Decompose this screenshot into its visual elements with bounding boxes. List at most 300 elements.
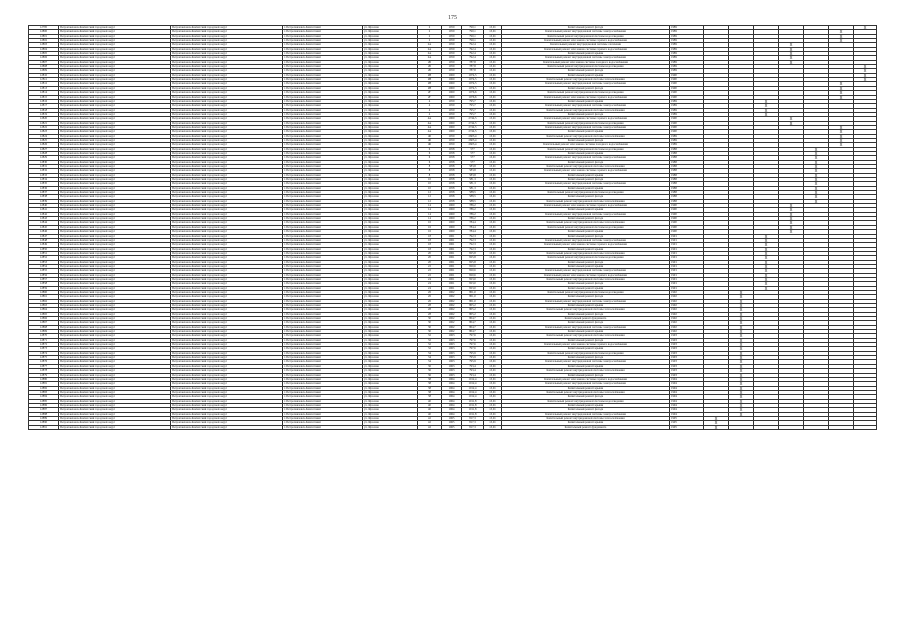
cell-mun: Петропавловск-Камчатский городской округ bbox=[59, 39, 171, 43]
cell-cost: 13,01 bbox=[484, 299, 502, 303]
mark-x: X bbox=[729, 325, 754, 329]
cell-loc: г. Петропавловск-Камчатский bbox=[283, 243, 363, 247]
cell-mun2: Петропавловск-Камчатский городской округ bbox=[171, 308, 283, 312]
cell-house: 4 bbox=[418, 99, 442, 103]
cell-house: 26 bbox=[418, 295, 442, 299]
cell-area: 795,9 bbox=[462, 356, 484, 360]
cell-street: ул. Фролова bbox=[363, 117, 418, 121]
cell-area: 792,4 bbox=[462, 43, 484, 47]
cell-street: ул. Фролова bbox=[363, 121, 418, 125]
cell-mun2: Петропавловск-Камчатский городской округ bbox=[171, 151, 283, 155]
cell-loc: г. Петропавловск-Камчатский bbox=[283, 364, 363, 368]
cell-work: Капитальный ремонт внутридомовой системы электроснабжения bbox=[502, 382, 670, 386]
cell-mun2: Петропавловск-Камчатский городской округ bbox=[171, 290, 283, 294]
cell-id: 12805 bbox=[29, 52, 59, 56]
cell-cost: 13,01 bbox=[484, 169, 502, 173]
cell-street: ул. Фролова bbox=[363, 208, 418, 212]
cell-cost: 13,01 bbox=[484, 104, 502, 108]
cell-yr: 1964 bbox=[442, 408, 462, 412]
cell-cost: 13,01 bbox=[484, 264, 502, 268]
cell-plan: 1993 bbox=[670, 351, 704, 355]
cell-plan: 1995 bbox=[670, 425, 704, 429]
cell-street: ул. Фролова bbox=[363, 204, 418, 208]
cell-plan: 1991 bbox=[670, 286, 704, 290]
cell-loc: г. Петропавловск-Камчатский bbox=[283, 208, 363, 212]
cell-work: Капитальный ремонт фасада bbox=[502, 282, 670, 286]
mark-x: X bbox=[779, 208, 804, 212]
cell-yr: 1959 bbox=[442, 134, 462, 138]
cell-area: 1012,4 bbox=[462, 382, 484, 386]
cell-mun2: Петропавловск-Камчатский городской округ bbox=[171, 78, 283, 82]
cell-plan: 1989 bbox=[670, 112, 704, 116]
cell-plan: 1995 bbox=[670, 421, 704, 425]
cell-house: 28 bbox=[418, 308, 442, 312]
cell-area: 581,3 bbox=[462, 182, 484, 186]
mark-x: X bbox=[729, 334, 754, 338]
cell-house: 10 bbox=[418, 182, 442, 186]
cell-mun: Петропавловск-Камчатский городской округ bbox=[59, 182, 171, 186]
cell-plan: 1994 bbox=[670, 382, 704, 386]
cell-mun2: Петропавловск-Камчатский городской округ bbox=[171, 256, 283, 260]
cell-work: Капитальный ремонт крыши bbox=[502, 264, 670, 268]
cell-mun2: Петропавловск-Камчатский городской округ bbox=[171, 347, 283, 351]
cell-id: 12879 bbox=[29, 373, 59, 377]
cell-house: 14 bbox=[418, 217, 442, 221]
cell-work: Капитальный ремонт или замена системы горячего водоснабжения bbox=[502, 343, 670, 347]
cell-loc: г. Петропавловск-Камчатский bbox=[283, 56, 363, 60]
cell-house: 16 bbox=[418, 230, 442, 234]
cell-street: ул. Фролова bbox=[363, 60, 418, 64]
cell-work: Капитальный ремонт внутридомовой системы теплоснабжения bbox=[502, 199, 670, 203]
cell-mun2: Петропавловск-Камчатский городской округ bbox=[171, 112, 283, 116]
mark-x: X bbox=[704, 425, 729, 429]
cell-id: 12877 bbox=[29, 364, 59, 368]
cell-mun: Петропавловск-Камчатский городской округ bbox=[59, 138, 171, 142]
cell-plan: 1990 bbox=[670, 125, 704, 129]
cell-mun2: Петропавловск-Камчатский городской округ bbox=[171, 212, 283, 216]
cell-id: 12870 bbox=[29, 334, 59, 338]
cell-plan: 1991 bbox=[670, 243, 704, 247]
cell-cost: 13,01 bbox=[484, 390, 502, 394]
cell-work: Капитальный ремонт крыши bbox=[502, 173, 670, 177]
cell-plan: 1994 bbox=[670, 399, 704, 403]
cell-area: 820,6 bbox=[462, 269, 484, 273]
cell-cost: 13,01 bbox=[484, 182, 502, 186]
cell-house: 16 bbox=[418, 225, 442, 229]
cell-mun2: Петропавловск-Камчатский городской округ bbox=[171, 47, 283, 51]
cell-work: Капитальный ремонт внутридомовой системы теплоснабжения bbox=[502, 334, 670, 338]
cell-loc: г. Петропавловск-Камчатский bbox=[283, 382, 363, 386]
cell-area: 1076,6 bbox=[462, 95, 484, 99]
cell-work: Капитальный ремонт или замена системы холодного водоснабжения bbox=[502, 60, 670, 64]
cell-yr: 1959 bbox=[442, 112, 462, 116]
mark-x: X bbox=[804, 151, 829, 155]
cell-id: 12811 bbox=[29, 78, 59, 82]
cell-street: ул. Фролова bbox=[363, 160, 418, 164]
cell-area: 793,4 bbox=[462, 369, 484, 373]
cell-id: 12855 bbox=[29, 269, 59, 273]
cell-loc: г. Петропавловск-Камчатский bbox=[283, 334, 363, 338]
cell-loc: г. Петропавловск-Камчатский bbox=[283, 277, 363, 281]
cell-loc: г. Петропавловск-Камчатский bbox=[283, 169, 363, 173]
cell-street: ул. Фролова bbox=[363, 78, 418, 82]
cell-mun2: Петропавловск-Камчатский городской округ bbox=[171, 134, 283, 138]
cell-area: 1011,8 bbox=[462, 403, 484, 407]
cell-loc: г. Петропавловск-Камчатский bbox=[283, 308, 363, 312]
cell-plan: 1989 bbox=[670, 69, 704, 73]
cell-plan: 1992 bbox=[670, 304, 704, 308]
mark-x: X bbox=[779, 204, 804, 208]
mark-x: X bbox=[729, 304, 754, 308]
cell-cost: 13,01 bbox=[484, 247, 502, 251]
cell-mun: Петропавловск-Камчатский городской округ bbox=[59, 208, 171, 212]
cell-loc: г. Петропавловск-Камчатский bbox=[283, 325, 363, 329]
cell-cost: 13,01 bbox=[484, 99, 502, 103]
cell-mun: Петропавловск-Камчатский городской округ bbox=[59, 169, 171, 173]
cell-yr: 1959 bbox=[442, 104, 462, 108]
cell-mun2: Петропавловск-Камчатский городской округ bbox=[171, 312, 283, 316]
cell-mun2: Петропавловск-Камчатский городской округ bbox=[171, 238, 283, 242]
cell-cost: 13,01 bbox=[484, 286, 502, 290]
cell-mun: Петропавловск-Камчатский городской округ bbox=[59, 286, 171, 290]
cell-mun: Петропавловск-Камчатский городской округ bbox=[59, 199, 171, 203]
cell-house: 2Б bbox=[418, 69, 442, 73]
cell-mun: Петропавловск-Камчатский городской округ bbox=[59, 373, 171, 377]
cell-house: 4А bbox=[418, 125, 442, 129]
cell-loc: г. Петропавловск-Камчатский bbox=[283, 338, 363, 342]
cell-plan: 1992 bbox=[670, 330, 704, 334]
cell-id: 12884 bbox=[29, 395, 59, 399]
cell-street: ул. Фролова bbox=[363, 212, 418, 216]
cell-mun: Петропавловск-Камчатский городской округ bbox=[59, 360, 171, 364]
cell-cost: 13,01 bbox=[484, 95, 502, 99]
cell-mun: Петропавловск-Камчатский городской округ bbox=[59, 130, 171, 134]
cell-loc: г. Петропавловск-Камчатский bbox=[283, 412, 363, 416]
cell-mun2: Петропавловск-Камчатский городской округ bbox=[171, 117, 283, 121]
mark-x: X bbox=[804, 199, 829, 203]
cell-mun: Петропавловск-Камчатский городской округ bbox=[59, 386, 171, 390]
cell-mun: Петропавловск-Камчатский городской округ bbox=[59, 347, 171, 351]
cell-yr: 1962 bbox=[442, 308, 462, 312]
cell-mun2: Петропавловск-Камчатский городской округ bbox=[171, 356, 283, 360]
cell-area: 825,8 bbox=[462, 251, 484, 255]
cell-house: 30 bbox=[418, 330, 442, 334]
cell-work: Капитальный ремонт крыши bbox=[502, 247, 670, 251]
cell-loc: г. Петропавловск-Камчатский bbox=[283, 138, 363, 142]
cell-mun2: Петропавловск-Камчатский городской округ bbox=[171, 56, 283, 60]
cell-yr: 1960 bbox=[442, 91, 462, 95]
cell-yr: 1960 bbox=[442, 130, 462, 134]
cell-loc: г. Петропавловск-Камчатский bbox=[283, 304, 363, 308]
cell-yr: 1958 bbox=[442, 182, 462, 186]
cell-id: 12814 bbox=[29, 91, 59, 95]
mark-x: X bbox=[729, 343, 754, 347]
mark-x: X bbox=[754, 260, 779, 264]
mark-x: X bbox=[754, 256, 779, 260]
cell-yr: 1962 bbox=[442, 317, 462, 321]
mark-x: X bbox=[729, 395, 754, 399]
cell-area: 795,9 bbox=[462, 360, 484, 364]
cell-loc: г. Петропавловск-Камчатский bbox=[283, 312, 363, 316]
cell-yr: 1961 bbox=[442, 277, 462, 281]
mark-x: X bbox=[729, 369, 754, 373]
cell-id: 12860 bbox=[29, 290, 59, 294]
cell-cost: 13,01 bbox=[484, 186, 502, 190]
cell-street: ул. Фролова bbox=[363, 156, 418, 160]
cell-plan: 1988 bbox=[670, 191, 704, 195]
cell-street: ул. Фролова bbox=[363, 112, 418, 116]
cell-area: 588,5 bbox=[462, 191, 484, 195]
cell-id: 12888 bbox=[29, 412, 59, 416]
cell-mun2: Петропавловск-Камчатский городской округ bbox=[171, 321, 283, 325]
cell-street: ул. Фролова bbox=[363, 134, 418, 138]
cell-plan: 1993 bbox=[670, 334, 704, 338]
cell-mun: Петропавловск-Камчатский городской округ bbox=[59, 95, 171, 99]
cell-loc: г. Петропавловск-Камчатский bbox=[283, 199, 363, 203]
mark-x: X bbox=[779, 230, 804, 234]
cell-loc: г. Петропавловск-Камчатский bbox=[283, 317, 363, 321]
cell-work: Капитальный ремонт внутридомовой системы теплоснабжения bbox=[502, 108, 670, 112]
cell-mun2: Петропавловск-Камчатский городской округ bbox=[171, 43, 283, 47]
cell-yr: 1959 bbox=[442, 65, 462, 69]
cell-mun2: Петропавловск-Камчатский городской округ bbox=[171, 230, 283, 234]
cell-house: 4А bbox=[418, 130, 442, 134]
cell-cost: 13,01 bbox=[484, 225, 502, 229]
cell-plan: 1991 bbox=[670, 251, 704, 255]
cell-work: Капитальный ремонт внутридомовой системы электроснабжения bbox=[502, 125, 670, 129]
cell-house: 20 bbox=[418, 260, 442, 264]
cell-street: ул. Фролова bbox=[363, 69, 418, 73]
cell-yr: 1959 bbox=[442, 30, 462, 34]
cell-house: 2А bbox=[418, 47, 442, 51]
cell-yr: 1963 bbox=[442, 373, 462, 377]
cell-yr: 1959 bbox=[442, 47, 462, 51]
cell-house: 34 bbox=[418, 356, 442, 360]
cell-area: 792,4 bbox=[462, 47, 484, 51]
cell-house: 18 bbox=[418, 238, 442, 242]
cell-cost: 13,01 bbox=[484, 308, 502, 312]
cell-street: ул. Фролова bbox=[363, 421, 418, 425]
cell-mun2: Петропавловск-Камчатский городской округ bbox=[171, 395, 283, 399]
cell-yr: 1964 bbox=[442, 395, 462, 399]
cell-mun: Петропавловск-Камчатский городской округ bbox=[59, 195, 171, 199]
cell-loc: г. Петропавловск-Камчатский bbox=[283, 234, 363, 238]
cell-loc: г. Петропавловск-Камчатский bbox=[283, 421, 363, 425]
cell-loc: г. Петропавловск-Камчатский bbox=[283, 182, 363, 186]
cell-yr: 1958 bbox=[442, 156, 462, 160]
cell-work: Капитальный ремонт внутридомовой системы водоотведения bbox=[502, 191, 670, 195]
cell-mun2: Петропавловск-Камчатский городской округ bbox=[171, 199, 283, 203]
cell-mun2: Петропавловск-Камчатский городской округ bbox=[171, 191, 283, 195]
cell-id: 12821 bbox=[29, 121, 59, 125]
cell-loc: г. Петропавловск-Камчатский bbox=[283, 399, 363, 403]
cell-mun2: Петропавловск-Камчатский городской округ bbox=[171, 343, 283, 347]
cell-mun2: Петропавловск-Камчатский городской округ bbox=[171, 147, 283, 151]
cell-house: 2А bbox=[418, 52, 442, 56]
cell-mun: Петропавловск-Камчатский городской округ bbox=[59, 34, 171, 38]
mark-x: X bbox=[754, 104, 779, 108]
cell-area: 1074,5 bbox=[462, 86, 484, 90]
cell-work: Капитальный ремонт фасада bbox=[502, 321, 670, 325]
cell-id: 12810 bbox=[29, 73, 59, 77]
cell-plan: 1989 bbox=[670, 34, 704, 38]
cell-yr: 1964 bbox=[442, 390, 462, 394]
cell-mun: Петропавловск-Камчатский городской округ bbox=[59, 143, 171, 147]
cell-mun: Петропавловск-Камчатский городской округ bbox=[59, 165, 171, 169]
cell-yr: 1963 bbox=[442, 334, 462, 338]
cell-id: 12801 bbox=[29, 34, 59, 38]
cell-mun2: Петропавловск-Камчатский городской округ bbox=[171, 269, 283, 273]
cell-mun2: Петропавловск-Камчатский городской округ bbox=[171, 247, 283, 251]
cell-work: Капитальный ремонт внутридомовой системы электроснабжения bbox=[502, 212, 670, 216]
cell-area: 792,4 bbox=[462, 52, 484, 56]
cell-mun: Петропавловск-Камчатский городской округ bbox=[59, 173, 171, 177]
cell-house: 36 bbox=[418, 373, 442, 377]
cell-cost: 13,01 bbox=[484, 360, 502, 364]
cell-mun2: Петропавловск-Камчатский городской округ bbox=[171, 121, 283, 125]
mark-x: X bbox=[854, 73, 877, 77]
cell-house: 2Б bbox=[418, 60, 442, 64]
cell-mun: Петропавловск-Камчатский городской округ bbox=[59, 330, 171, 334]
cell-mun: Петропавловск-Камчатский городской округ bbox=[59, 160, 171, 164]
cell-house: 2 bbox=[418, 34, 442, 38]
cell-work: Капитальный ремонт фасада bbox=[502, 338, 670, 342]
cell-loc: г. Петропавловск-Камчатский bbox=[283, 321, 363, 325]
cell-id: 12891 bbox=[29, 425, 59, 429]
cell-loc: г. Петропавловск-Камчатский bbox=[283, 221, 363, 225]
cell-yr: 1960 bbox=[442, 73, 462, 77]
cell-cost: 13,01 bbox=[484, 34, 502, 38]
cell-plan: 1993 bbox=[670, 360, 704, 364]
cell-yr: 1961 bbox=[442, 238, 462, 242]
cell-house: 38 bbox=[418, 390, 442, 394]
cell-mun: Петропавловск-Камчатский городской округ bbox=[59, 395, 171, 399]
cell-mun: Петропавловск-Камчатский городской округ bbox=[59, 403, 171, 407]
cell-work: Капитальный ремонт крыши bbox=[502, 130, 670, 134]
cell-plan: 1989 bbox=[670, 108, 704, 112]
cell-yr: 1960 bbox=[442, 212, 462, 216]
cell-area: 817,3 bbox=[462, 425, 484, 429]
cell-house: 2 bbox=[418, 39, 442, 43]
cell-work: Капитальный ремонт крыши bbox=[502, 304, 670, 308]
cell-work: Капитальный ремонт внутридомовой системы водоотведения bbox=[502, 91, 670, 95]
cell-street: ул. Фролова bbox=[363, 165, 418, 169]
cell-plan: 1990 bbox=[670, 130, 704, 134]
mark-x: X bbox=[804, 182, 829, 186]
cell-mun2: Петропавловск-Камчатский городской округ bbox=[171, 169, 283, 173]
mark-x: X bbox=[754, 99, 779, 103]
cell-yr: 1960 bbox=[442, 204, 462, 208]
cell-plan: 1993 bbox=[670, 343, 704, 347]
cell-id: 12822 bbox=[29, 125, 59, 129]
cell-cost: 13,01 bbox=[484, 304, 502, 308]
cell-id: 12831 bbox=[29, 165, 59, 169]
cell-street: ул. Фролова bbox=[363, 182, 418, 186]
mark-x: X bbox=[804, 195, 829, 199]
cell-plan: 1991 bbox=[670, 282, 704, 286]
cell-loc: г. Петропавловск-Камчатский bbox=[283, 151, 363, 155]
cell-work: Капитальный ремонт внутридомовой системы теплоснабжения bbox=[502, 416, 670, 420]
cell-mun2: Петропавловск-Камчатский городской округ bbox=[171, 73, 283, 77]
mark-empty bbox=[754, 425, 779, 429]
cell-cost: 13,01 bbox=[484, 199, 502, 203]
cell-loc: г. Петропавловск-Камчатский bbox=[283, 26, 363, 30]
mark-empty bbox=[829, 425, 854, 429]
cell-work: Капитальный ремонт внутридомовой системы теплоснабжения bbox=[502, 390, 670, 394]
cell-mun: Петропавловск-Камчатский городской округ bbox=[59, 290, 171, 294]
cell-plan: 1992 bbox=[670, 299, 704, 303]
cell-house: 32 bbox=[418, 347, 442, 351]
mark-x: X bbox=[729, 317, 754, 321]
cell-plan: 1990 bbox=[670, 82, 704, 86]
cell-street: ул. Фролова bbox=[363, 130, 418, 134]
mark-x: X bbox=[729, 330, 754, 334]
cell-area: 792,3 bbox=[462, 238, 484, 242]
mark-x: X bbox=[779, 47, 804, 51]
mark-x: X bbox=[754, 243, 779, 247]
cell-plan: 1988 bbox=[670, 156, 704, 160]
cell-mun: Петропавловск-Камчатский городской округ bbox=[59, 356, 171, 360]
cell-area: 577 bbox=[462, 156, 484, 160]
cell-work: Капитальный ремонт внутридомовой системы электроснабжения bbox=[502, 325, 670, 329]
cell-mun: Петропавловск-Камчатский городской округ bbox=[59, 221, 171, 225]
cell-cost: 13,01 bbox=[484, 138, 502, 142]
cell-work: Капитальный ремонт фасада bbox=[502, 217, 670, 221]
cell-area: 786,2 bbox=[462, 204, 484, 208]
cell-plan: 1990 bbox=[670, 217, 704, 221]
cell-plan: 1991 bbox=[670, 273, 704, 277]
cell-id: 12856 bbox=[29, 273, 59, 277]
cell-plan: 1994 bbox=[670, 377, 704, 381]
cell-work: Капитальный ремонт крыши bbox=[502, 364, 670, 368]
cell-cost: 13,01 bbox=[484, 217, 502, 221]
cell-plan: 1989 bbox=[670, 99, 704, 103]
cell-plan: 1989 bbox=[670, 104, 704, 108]
cell-mun2: Петропавловск-Камчатский городской округ bbox=[171, 286, 283, 290]
cell-mun: Петропавловск-Камчатский городской округ bbox=[59, 416, 171, 420]
cell-plan: 1991 bbox=[670, 264, 704, 268]
mark-x: X bbox=[754, 108, 779, 112]
cell-plan: 1993 bbox=[670, 338, 704, 342]
cell-plan: 1991 bbox=[670, 247, 704, 251]
cell-work: Капитальный ремонт или замена системы горячего водоснабжения bbox=[502, 243, 670, 247]
mark-x: X bbox=[829, 95, 854, 99]
cell-work: Капитальный ремонт крыши bbox=[502, 151, 670, 155]
cell-plan: 1989 bbox=[670, 47, 704, 51]
cell-id: 12824 bbox=[29, 134, 59, 138]
cell-loc: г. Петропавловск-Камчатский bbox=[283, 238, 363, 242]
cell-area: 581,3 bbox=[462, 186, 484, 190]
mark-x: X bbox=[829, 34, 854, 38]
cell-loc: г. Петропавловск-Камчатский bbox=[283, 360, 363, 364]
cell-id: 12809 bbox=[29, 69, 59, 73]
cell-work: Капитальный ремонт внутридомовой системы электроснабжения bbox=[502, 156, 670, 160]
cell-area: 792,3 bbox=[462, 247, 484, 251]
cell-street: ул. Фролова bbox=[363, 225, 418, 229]
cell-street: ул. Фролова bbox=[363, 82, 418, 86]
cell-yr: 1962 bbox=[442, 330, 462, 334]
cell-cost: 13,01 bbox=[484, 251, 502, 255]
cell-work: Капитальный ремонт внутридомовой системы водоотведения bbox=[502, 121, 670, 125]
cell-loc: г. Петропавловск-Камчатский bbox=[283, 230, 363, 234]
cell-id: 12871 bbox=[29, 338, 59, 342]
cell-street: ул. Фролова bbox=[363, 65, 418, 69]
cell-area: 1012,4 bbox=[462, 395, 484, 399]
mark-x: X bbox=[829, 39, 854, 43]
cell-street: ул. Фролова bbox=[363, 247, 418, 251]
cell-id: 12816 bbox=[29, 99, 59, 103]
mark-x: X bbox=[729, 360, 754, 364]
